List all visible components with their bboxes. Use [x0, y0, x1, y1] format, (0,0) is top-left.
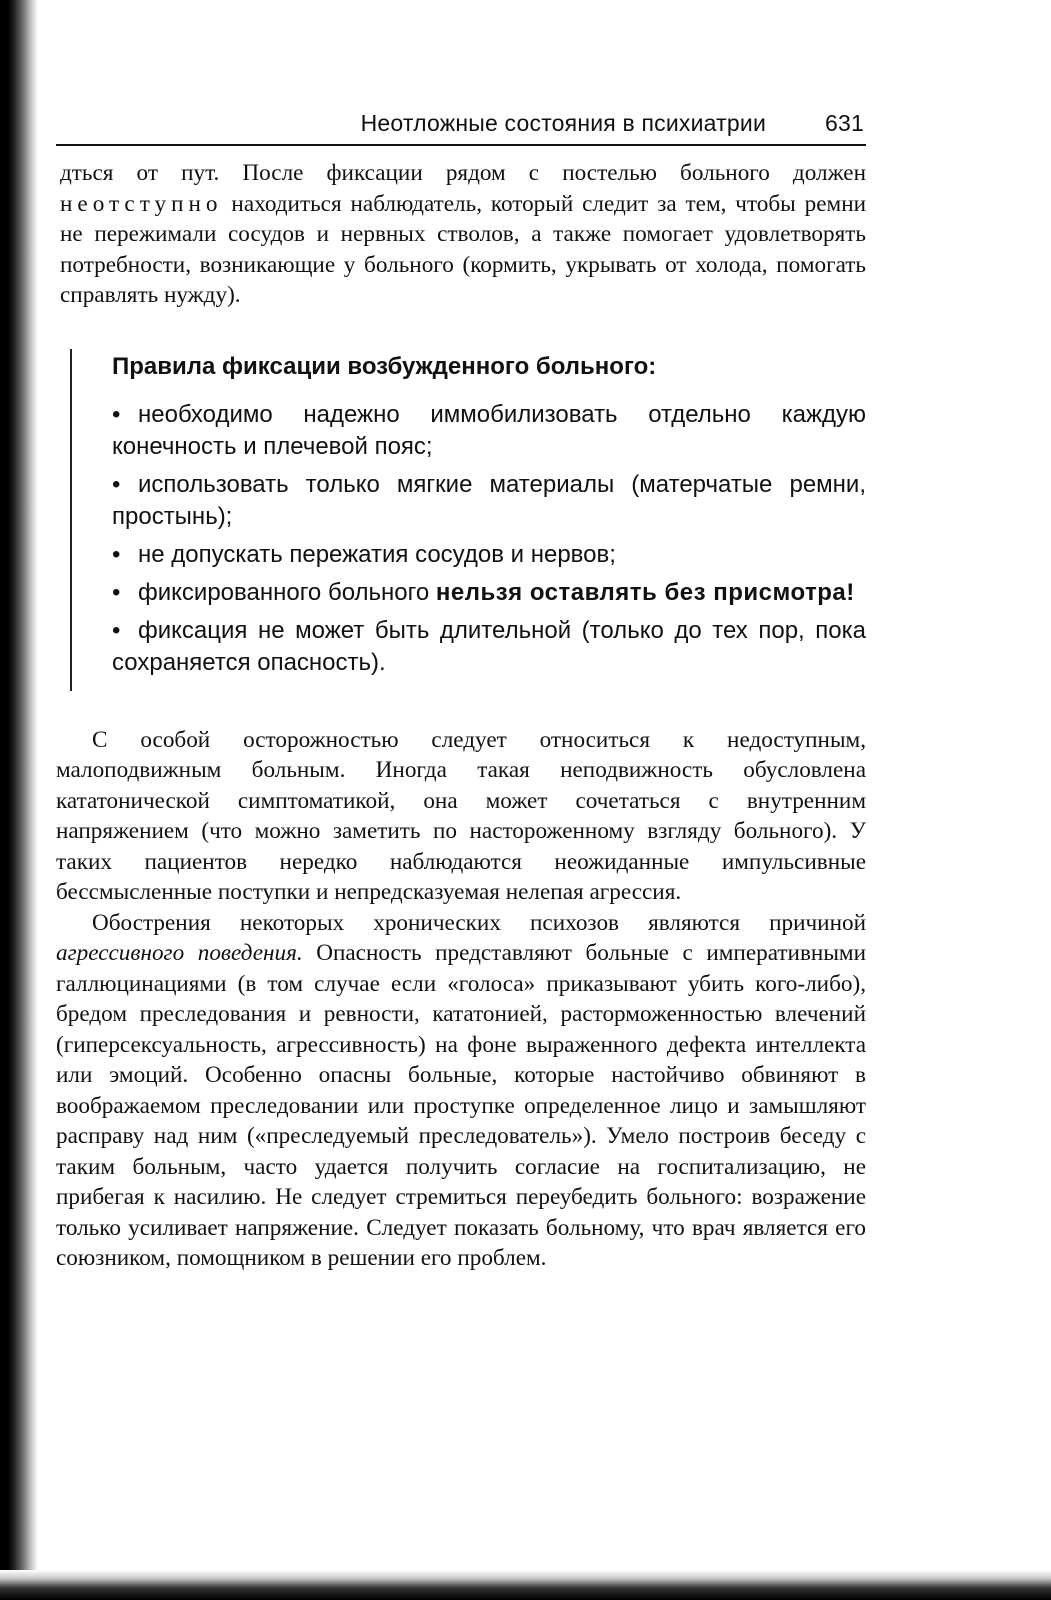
- intro-spaced-word: неотступно: [60, 190, 223, 217]
- book-page: [56, 108, 866, 1274]
- scan-bottom-shadow: [0, 1570, 1051, 1600]
- rule-emphasis: нельзя оставлять без присмотра!: [435, 578, 855, 606]
- rule-text: фиксация не может быть длительной (только до тех пор, пока сохраняется опасность).: [112, 616, 866, 676]
- bullet-icon: •: [112, 470, 121, 498]
- rule-text: не допускать пережатия сосудов и нервов;: [138, 540, 616, 568]
- rules-box: [70, 349, 866, 691]
- rule-text: использовать только мягкие материалы (матерчатые ремни, простынь);: [112, 470, 866, 530]
- rules-title: Правила фиксации возбужденного больного:: [112, 352, 657, 380]
- para3-text-1: Обострения некоторых хронических психозов являются причиной: [92, 909, 866, 936]
- bullet-icon: •: [112, 578, 121, 606]
- rule-item: [112, 615, 866, 679]
- running-header: [56, 108, 866, 146]
- bullet-icon: •: [112, 540, 121, 568]
- rule-text: фиксированного больного: [138, 578, 430, 606]
- intro-text-2: находиться наблюдатель, который следит за тем, чтобы ремни не пережимали сосудов и нервных стволов, а также помогает удовлетворять потребности, возникающие у больного (кормить, укрывать от холода, помогать справлять нужду).: [60, 190, 867, 308]
- rule-item: [112, 577, 866, 609]
- paragraph-aggression: [56, 908, 866, 1274]
- rule-item: [112, 469, 866, 533]
- rule-item: [112, 539, 866, 571]
- para3-text-2: Опасность представляют больные с императивными галлюцинациями (в том случае если «голоса» приказывают убить кого-либо), бредом преследования и ревности, кататонией, расторможенностью влечений (гиперсексуальность, агрессивность) на фоне выраженного дефекта интеллекта или эмоций. Особенно опасны больные, которые настойчиво обвиняют в воображаемом преследовании или проступке определенное лицо и замышляют расправу над ним («преследуемый преследователь»). Умело построив беседу с таким больным, часто удается получить согласие на госпитализацию, не прибегая к насилию. Не следует стремиться переубедить больного: возражение только усиливает напряжение. Следует показать больному, что врач является его союзником, помощником в решении его проблем.: [56, 940, 866, 1271]
- bullet-icon: •: [112, 400, 121, 428]
- rule-text: необходимо надежно иммобилизовать отдельно каждую конечность и плечевой пояс;: [112, 400, 866, 460]
- para3-italic: агрессивного поведения.: [56, 940, 303, 966]
- header-title: Неотложные состояния в психиатрии: [360, 110, 766, 136]
- bullet-icon: •: [112, 616, 121, 644]
- paragraph-catatonic: С особой осторожностью следует относиться к недоступным, малоподвижным больным. Иногда такая неподвижность обусловлена кататонической симптоматикой, она может сочетаться с внутренним напряжением (что можно заметить по настороженному взгляду больного). У таких пациентов нередко наблюдаются неожиданные импульсивные бессмысленные поступки и непредсказуемая нелепая агрессия.: [56, 726, 866, 905]
- page-number: 631: [825, 110, 864, 136]
- intro-paragraph: [56, 158, 866, 311]
- intro-text-1: дться от пут. После фиксации рядом с постелью больного должен: [60, 160, 866, 186]
- rule-item: [112, 399, 866, 463]
- scan-binding-shadow: [0, 0, 38, 1600]
